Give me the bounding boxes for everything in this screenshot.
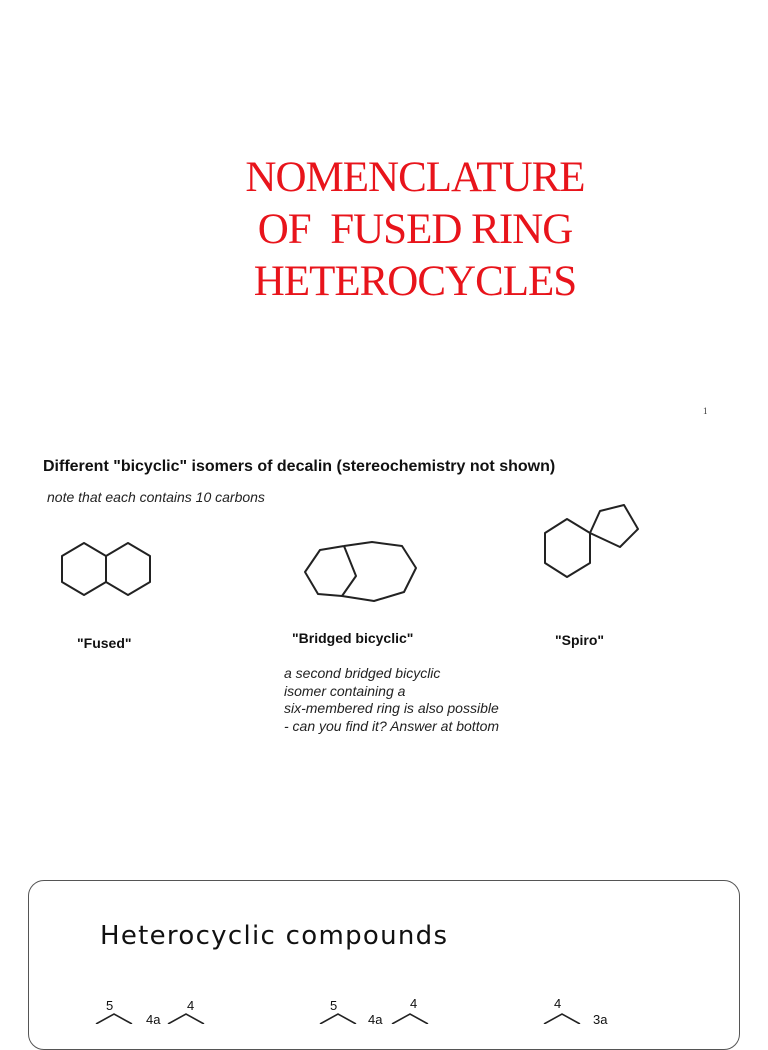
locant: 5 [106, 998, 114, 1013]
spiro-structure [540, 495, 645, 580]
title-line-1: NOMENCLATURE [245, 154, 585, 201]
title-line-3: HETEROCYCLES [253, 258, 577, 305]
isomers-note: note that each contains 10 carbons [47, 489, 265, 505]
title-line-2: OF FUSED RING [257, 206, 573, 253]
heterocyclic-card [28, 880, 740, 1050]
bridged-note-line-4: - can you find it? Answer at bottom [284, 717, 500, 734]
locant: 4a [146, 1012, 161, 1027]
heterocycle-structure-2 [316, 1010, 436, 1024]
bridged-note-line-1: a second bridged bicyclic [284, 665, 441, 681]
slide-title [205, 152, 625, 308]
locant: 4 [187, 998, 195, 1013]
heterocyclic-title: Heterocyclic compounds [100, 921, 449, 951]
heterocycle-structure-1 [92, 1010, 212, 1024]
bridged-label: "Bridged bicyclic" [292, 630, 414, 646]
page-number: 1 [703, 406, 708, 416]
bridged-note-line-3: six-membered ring is also possible [284, 700, 499, 716]
fused-label: "Fused" [77, 635, 132, 651]
bridged-bicyclic-structure [300, 538, 422, 608]
fused-decalin-structure [55, 535, 167, 605]
isomers-heading: Different "bicyclic" isomers of decalin (stereochemistry not shown) [43, 458, 556, 475]
spiro-label: "Spiro" [555, 632, 605, 648]
locant: 3a [593, 1012, 608, 1027]
locant: 4a [368, 1012, 383, 1027]
bridged-note [284, 665, 499, 735]
locant: 4 [554, 996, 562, 1011]
heterocycle-structure-3 [540, 1010, 600, 1024]
locant: 4 [410, 996, 418, 1011]
locant: 5 [330, 998, 338, 1013]
bridged-note-line-2: isomer containing a [284, 682, 406, 699]
